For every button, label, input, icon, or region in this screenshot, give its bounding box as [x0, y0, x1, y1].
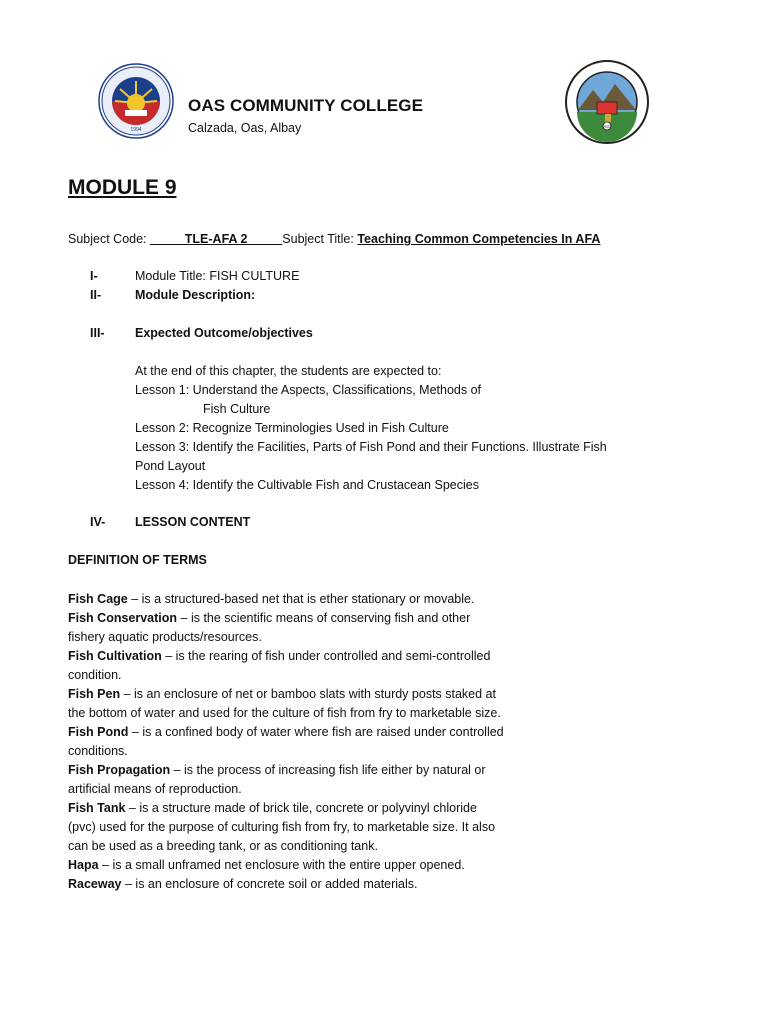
definition-continuation: the bottom of water and used for the culture of fish from fry to marketable size. [68, 706, 501, 720]
definition-text: – is an enclosure of net or bamboo slats with sturdy posts staked at [120, 687, 496, 701]
section-module-description [90, 288, 255, 302]
term: Fish Pen [68, 687, 121, 701]
section-label: LESSON CONTENT [135, 515, 251, 529]
section-number: I- [90, 269, 98, 283]
section-label: Expected Outcome/objectives [135, 326, 313, 340]
lesson-3-continuation: Pond Layout [135, 459, 206, 473]
subject-line [68, 232, 600, 246]
objectives-list [135, 362, 700, 495]
section-module-title [90, 269, 299, 283]
definition-continuation: can be used as a breeding tank, or as conditioning tank. [68, 839, 378, 853]
module-title-value: FISH CULTURE [209, 269, 300, 283]
term: Fish Tank [68, 801, 126, 815]
term: Fish Propagation [68, 763, 171, 777]
lesson-3-line: Lesson 3: Identify the Facilities, Parts of Fish Pond and their Functions. Illustrate Fish [135, 440, 607, 454]
svg-text:2000: 2000 [603, 125, 611, 129]
definition-heading: DEFINITION OF TERMS [68, 553, 207, 567]
oas-college-seal-logo [565, 60, 649, 144]
subject-title-value: Teaching Common Competencies In AFA [357, 232, 601, 246]
term: Fish Cage [68, 592, 128, 606]
definitions-list [68, 590, 568, 894]
term: Fish Conservation [68, 611, 178, 625]
definition-continuation: artificial means of reproduction. [68, 782, 242, 796]
section-number: III- [90, 326, 105, 340]
lesson-4-line: Lesson 4: Identify the Cultivable Fish and Crustacean Species [135, 478, 479, 492]
definition-hapa [68, 856, 568, 875]
term: Fish Cultivation [68, 649, 162, 663]
definition-fish-propagation [68, 761, 568, 780]
section-label: Module Title: [135, 269, 206, 283]
section-label: Module Description: [135, 288, 256, 302]
definition-continuation: condition. [68, 668, 122, 682]
lesson-1-continuation: Fish Culture [203, 402, 271, 416]
ched-seal-logo [98, 63, 174, 139]
definition-fish-pond [68, 723, 568, 742]
term: Fish Pond [68, 725, 129, 739]
college-address: Calzada, Oas, Albay [188, 121, 302, 135]
definition-fish-conservation [68, 609, 568, 628]
lesson-2-line: Lesson 2: Recognize Terminologies Used in Fish Culture [135, 421, 449, 435]
term: Hapa [68, 858, 99, 872]
subject-code-value: _____TLE-AFA 2_____ [150, 232, 283, 246]
definition-raceway [68, 875, 568, 894]
section-expected-outcome [90, 326, 313, 340]
definition-fish-cultivation [68, 647, 568, 666]
objectives-intro: At the end of this chapter, the students are expected to: [135, 364, 442, 378]
subject-title-label: Subject Title: [282, 232, 354, 246]
subject-code-label: Subject Code: [68, 232, 147, 246]
module-title: MODULE 9 [68, 176, 177, 199]
svg-text:1994: 1994 [130, 127, 142, 133]
college-name: OAS COMMUNITY COLLEGE [188, 96, 424, 115]
section-number: II- [90, 288, 102, 302]
definition-fish-cage [68, 590, 568, 609]
definition-fish-tank [68, 799, 568, 818]
definition-continuation: (pvc) used for the purpose of culturing fish from fry, to marketable size. It also [68, 820, 496, 834]
section-number: IV- [90, 515, 106, 529]
section-lesson-content [90, 515, 250, 529]
definition-text: – is the rearing of fish under controlled and semi-controlled [161, 649, 491, 663]
definition-text: – is an enclosure of concrete soil or added materials. [121, 877, 418, 891]
definition-continuation: conditions. [68, 744, 128, 758]
definition-text: – is a small unframed net enclosure with the entire upper opened. [98, 858, 465, 872]
definition-text: – is a structured-based net that is ether stationary or movable. [127, 592, 475, 606]
definition-text: – is a confined body of water where fish are raised under controlled [128, 725, 504, 739]
lesson-1-line: Lesson 1: Understand the Aspects, Classifications, Methods of [135, 383, 482, 397]
definition-text: – is the scientific means of conserving fish and other [177, 611, 471, 625]
term: Raceway [68, 877, 122, 891]
definition-text: – is a structure made of brick tile, concrete or polyvinyl chloride [125, 801, 477, 815]
definition-continuation: fishery aquatic products/resources. [68, 630, 262, 644]
definition-fish-pen [68, 685, 568, 704]
definition-text: – is the process of increasing fish life either by natural or [170, 763, 486, 777]
